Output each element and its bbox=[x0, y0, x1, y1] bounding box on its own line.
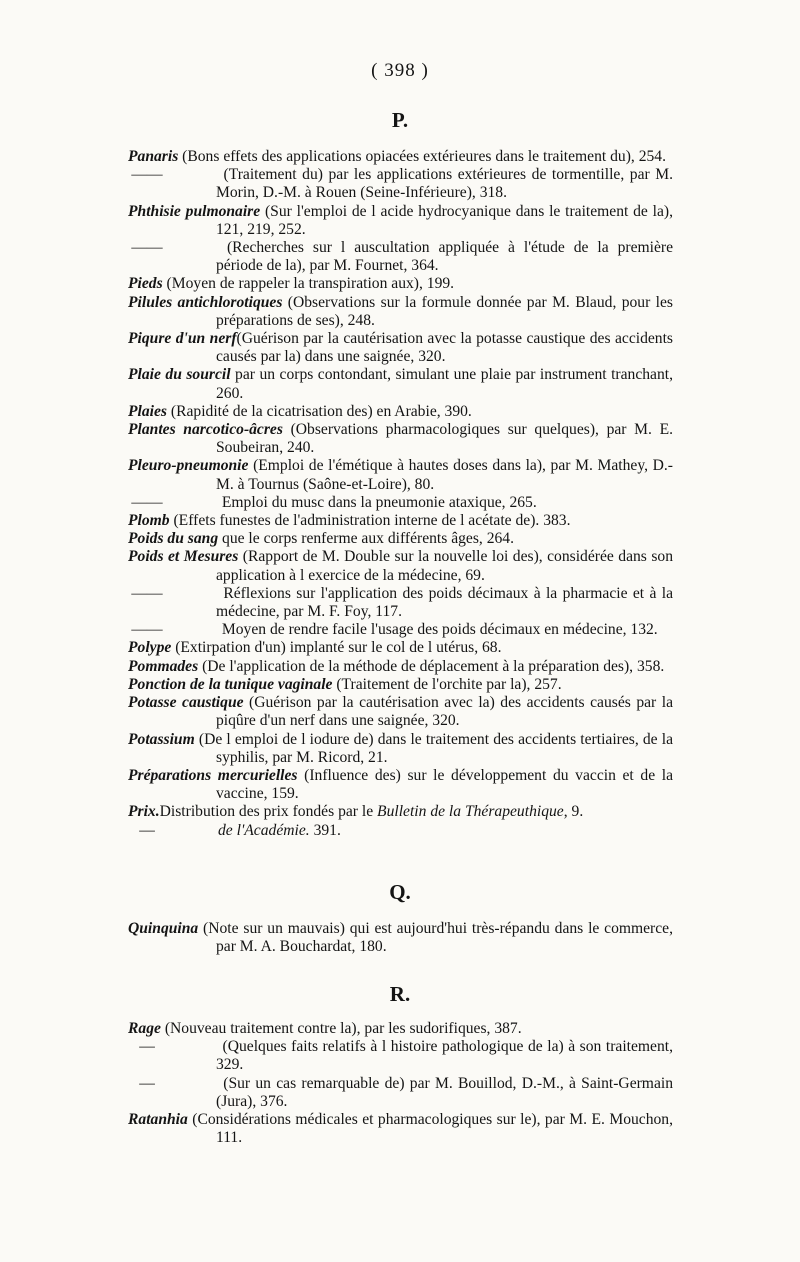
section-letter-q: Q. bbox=[389, 880, 411, 904]
entry-term: Potassium bbox=[128, 730, 195, 748]
index-entry bbox=[128, 239, 673, 275]
entry-text: (Observations pharmacologiques sur quelques), par M. E. Soubeiran, 240. bbox=[216, 421, 674, 457]
entry-text: (Observations sur la formule donnée par M. Blaud, pour les préparations de ses), 248. bbox=[216, 293, 673, 329]
entry-term: Préparations mercurielles bbox=[128, 766, 298, 784]
entry-text: (Guérison par la cautérisation avec la) des accidents causés par la piqûre d'un nerf dans une saignée, 320. bbox=[216, 694, 673, 730]
entry-term: Prix. bbox=[128, 803, 160, 821]
entry-text: Distribution des prix fondés par le bbox=[159, 803, 378, 821]
index-entry bbox=[128, 767, 673, 803]
entry-term: Ponction de la tunique vaginale bbox=[128, 675, 333, 693]
entry-text: (Rapidité de la cicatrisation des) en Arabie, 390. bbox=[166, 402, 472, 420]
entry-text: (Considérations médicales et pharmacologiques sur le), par M. E. Mouchon, 111. bbox=[187, 1111, 673, 1147]
entry-term: Pieds bbox=[128, 275, 163, 293]
index-entry bbox=[128, 920, 673, 956]
entry-text: 391. bbox=[309, 821, 341, 839]
index-entry bbox=[128, 676, 673, 694]
entry-italic-title: de l'Académie. bbox=[218, 821, 310, 839]
index-entry bbox=[128, 731, 673, 767]
entry-text: que le corps renferme aux différents âges, 264. bbox=[218, 530, 515, 548]
entry-text: (Traitement du) par les applications extérieures de tormentille, par M. Morin, D.-M. à Rouen (Seine-Inférieure), 318. bbox=[216, 166, 673, 202]
entry-dash: —— bbox=[131, 493, 163, 511]
entry-term: Potasse caustique bbox=[128, 694, 244, 712]
index-entry bbox=[128, 621, 673, 639]
entry-text: par un corps contondant, simulant une plaie par instrument tranchant, 260. bbox=[216, 366, 673, 402]
entry-term: Piqure d'un nerf bbox=[128, 330, 237, 348]
entry-text: , 9. bbox=[563, 803, 584, 821]
index-entry bbox=[128, 421, 673, 457]
entry-text: (Sur un cas remarquable de) par M. Bouillod, D.-M., à Saint-Germain (Jura), 376. bbox=[216, 1074, 673, 1110]
entry-dash: —— bbox=[131, 621, 163, 639]
entry-text: (Quelques faits relatifs à l histoire pathologique de la) à son traitement, 329. bbox=[216, 1038, 673, 1074]
entry-text: (Guérison par la cautérisation avec la potasse caustique des accidents causés par la) dans une saignée, 320. bbox=[216, 330, 673, 366]
entry-dash: — bbox=[139, 821, 155, 839]
entry-text: (Moyen de rappeler la transpiration aux), 199. bbox=[162, 275, 455, 293]
index-entry bbox=[128, 512, 673, 530]
entry-text: (De l'application de la méthode de déplacement à la préparation des), 358. bbox=[198, 657, 665, 675]
entry-term: Pilules antichlorotiques bbox=[128, 293, 283, 311]
entry-text: (Extirpation d'un) implanté sur le col de l utérus, 68. bbox=[171, 639, 502, 657]
index-entry bbox=[128, 403, 673, 421]
entry-italic-title: Bulletin de la Thérapeuthique bbox=[377, 803, 564, 821]
entry-text: (Note sur un mauvais) qui est aujourd'hui très-répandu dans le commerce, par M. A. Bouchardat, 180. bbox=[198, 920, 673, 956]
entry-term: Poids et Mesures bbox=[128, 548, 239, 566]
index-entry bbox=[128, 166, 673, 202]
entry-dash: —— bbox=[131, 166, 163, 184]
entry-text: (Sur l'emploi de l acide hydrocyanique dans le traitement de la), 121, 219, 252. bbox=[216, 202, 673, 238]
entry-term: Plomb bbox=[128, 512, 170, 530]
index-entry bbox=[128, 1075, 673, 1111]
entry-term: Rage bbox=[128, 1020, 161, 1037]
entry-dash: —— bbox=[131, 239, 163, 257]
index-entry bbox=[128, 822, 673, 840]
index-entry bbox=[128, 548, 673, 584]
index-entry bbox=[128, 457, 673, 493]
entry-term: Plaie du sourcil bbox=[128, 366, 231, 384]
entry-text: (De l emploi de l iodure de) dans le traitement des accidents tertiaires, de la syphilis, par M. Ricord, 21. bbox=[194, 730, 673, 766]
index-entry bbox=[128, 694, 673, 730]
entry-term: Ratanhia bbox=[128, 1111, 188, 1129]
entry-text: (Emploi de l'émétique à hautes doses dans la), par M. Mathey, D.-M. à Tournus (Saône-et-Loire), 80. bbox=[216, 457, 673, 493]
section-letter-r: R. bbox=[389, 982, 411, 1006]
index-entry bbox=[128, 803, 673, 821]
index-entry bbox=[128, 1111, 673, 1147]
entry-text: (Bons effets des applications opiacées extérieures dans le traitement du), 254. bbox=[178, 148, 666, 165]
index-entry bbox=[128, 203, 673, 239]
index-entry bbox=[128, 639, 673, 657]
entry-term: Plantes narcotico-âcres bbox=[128, 421, 283, 439]
index-entry bbox=[128, 658, 673, 676]
entry-term: Quinquina bbox=[128, 920, 199, 937]
entry-term: Pleuro-pneumonie bbox=[128, 457, 249, 475]
page-number: ( 398 ) bbox=[371, 60, 429, 81]
entry-term: Polype bbox=[128, 639, 172, 657]
index-entry bbox=[128, 1020, 673, 1038]
section-letter-p: P. bbox=[391, 108, 409, 132]
index-entry bbox=[128, 294, 673, 330]
entry-term: Pommades bbox=[128, 657, 199, 675]
entry-text: (Recherches sur l auscultation appliquée à l'étude de la première période de la), par M. Fournet, 364. bbox=[216, 239, 673, 275]
index-entry bbox=[128, 585, 673, 621]
entry-text: Emploi du musc dans la pneumonie ataxique, 265. bbox=[218, 493, 537, 511]
entry-text: Moyen de rendre facile l'usage des poids décimaux en médecine, 132. bbox=[218, 621, 658, 639]
entry-term: Plaies bbox=[128, 402, 167, 420]
entry-dash: — bbox=[139, 1038, 155, 1056]
entry-text: (Nouveau traitement contre la), par les sudorifiques, 387. bbox=[160, 1020, 522, 1037]
index-entry bbox=[128, 148, 673, 166]
entry-text: (Traitement de l'orchite par la), 257. bbox=[332, 675, 562, 693]
index-entry bbox=[128, 494, 673, 512]
entry-term: Panaris bbox=[128, 148, 179, 165]
entry-term: Poids du sang bbox=[128, 530, 219, 548]
entry-dash: — bbox=[139, 1074, 155, 1092]
entry-text: (Effets funestes de l'administration interne de l acétate de). 383. bbox=[169, 512, 571, 530]
section-p-entries bbox=[128, 148, 673, 840]
entry-term: Phthisie pulmonaire bbox=[128, 202, 261, 220]
section-q-entries bbox=[128, 920, 673, 956]
index-entry bbox=[128, 1038, 673, 1074]
index-entry bbox=[128, 275, 673, 293]
index-entry bbox=[128, 330, 673, 366]
entry-dash: —— bbox=[131, 584, 163, 602]
entry-text: (Rapport de M. Double sur la nouvelle loi des), considérée dans son application à l exercice de la médecine, 69. bbox=[216, 548, 673, 584]
entry-text: Réflexions sur l'application des poids décimaux à la pharmacie et à la médecine, par M. F. Foy, 117. bbox=[216, 584, 673, 621]
index-entry bbox=[128, 366, 673, 402]
section-r-entries bbox=[128, 1020, 673, 1147]
entry-text: (Influence des) sur le développement du vaccin et de la vaccine, 159. bbox=[216, 766, 673, 803]
index-entry bbox=[128, 530, 673, 548]
